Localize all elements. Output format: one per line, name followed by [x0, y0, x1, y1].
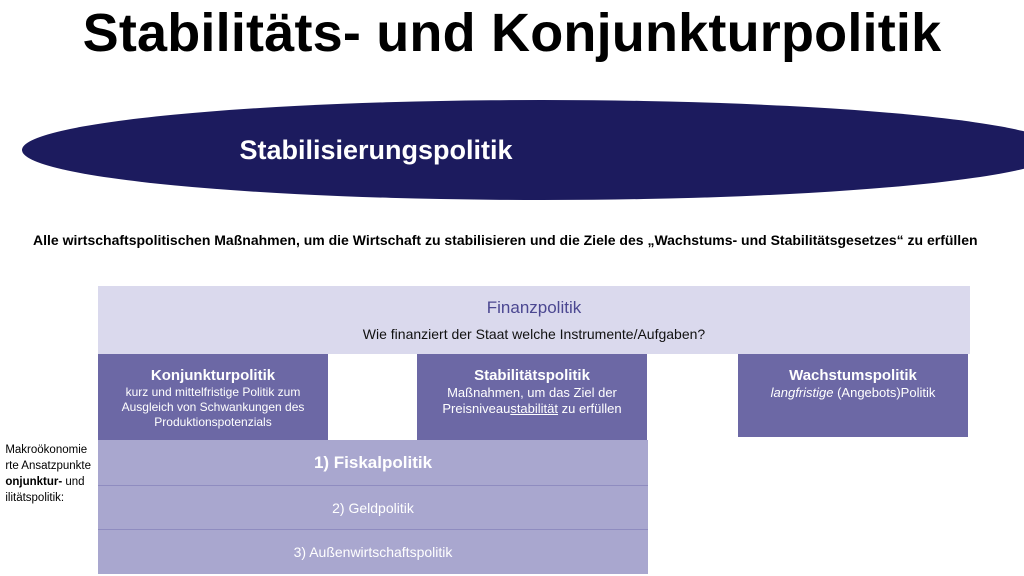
fiskalpolitik-bar: 1) Fiskalpolitik: [98, 440, 648, 485]
wachs-desc-rest: (Angebots)Politik: [833, 385, 936, 400]
side-note-line: ilitätspolitik:: [5, 492, 65, 504]
side-note-line: [5, 474, 91, 490]
wachstumspolitik-title: Wachstumspolitik: [789, 367, 917, 384]
konj-desc-line: Produktionspotenzials: [154, 415, 272, 429]
stabilitaetspolitik-title: Stabilitätspolitik: [474, 367, 590, 384]
finanzpolitik-subtitle: Wie finanziert der Staat welche Instrumente/Aufgaben?: [362, 326, 706, 342]
page-title: Stabilitäts- und Konjunkturpolitik: [82, 3, 942, 63]
konjunkturpolitik-box: [98, 354, 328, 440]
stabilitaetspolitik-desc: [417, 385, 647, 417]
wachstumspolitik-box: [738, 354, 968, 437]
finanzpolitik-box: [98, 286, 970, 354]
stabilitaetspolitik-box: [417, 354, 647, 440]
stab-desc-line: Maßnahmen, um das Ziel der: [447, 385, 617, 400]
stab-desc-underlined: stabilität: [510, 401, 559, 416]
side-note-line: rte Ansatzpunkte: [5, 460, 91, 472]
wachstumspolitik-desc: [738, 385, 968, 401]
konj-desc-line: kurz und mittelfristige Politik zum: [125, 385, 301, 399]
geldpolitik-bar: 2) Geldpolitik: [98, 486, 648, 529]
side-note-rest: und: [62, 476, 85, 488]
definition-text: Alle wirtschaftspolitischen Maßnahmen, um die Wirtschaft zu stabilisieren und die Ziele des „Wachstums- und Stabilitätsgesetzes“ zu erfüllen: [33, 232, 978, 248]
konjunkturpolitik-title: Konjunkturpolitik: [150, 367, 276, 384]
side-note: [0, 442, 96, 512]
stab-desc-pre: Preisniveau: [442, 401, 511, 416]
side-note-bold: onjunktur-: [5, 476, 63, 488]
finanzpolitik-title: Finanzpolitik: [486, 298, 582, 317]
stab-desc-line: [417, 401, 647, 417]
aussenwirtschaftspolitik-bar: 3) Außenwirtschaftspolitik: [98, 530, 648, 574]
konjunkturpolitik-desc: [98, 385, 328, 430]
konj-desc-line: Ausgleich von Schwankungen des: [121, 400, 305, 414]
side-note-line: Makroökonomie: [5, 444, 88, 456]
ellipse-label: Stabilisierungspolitik: [239, 134, 513, 165]
stab-desc-post: zu erfüllen: [558, 401, 622, 416]
wachs-desc-italic: langfristige: [770, 385, 834, 400]
